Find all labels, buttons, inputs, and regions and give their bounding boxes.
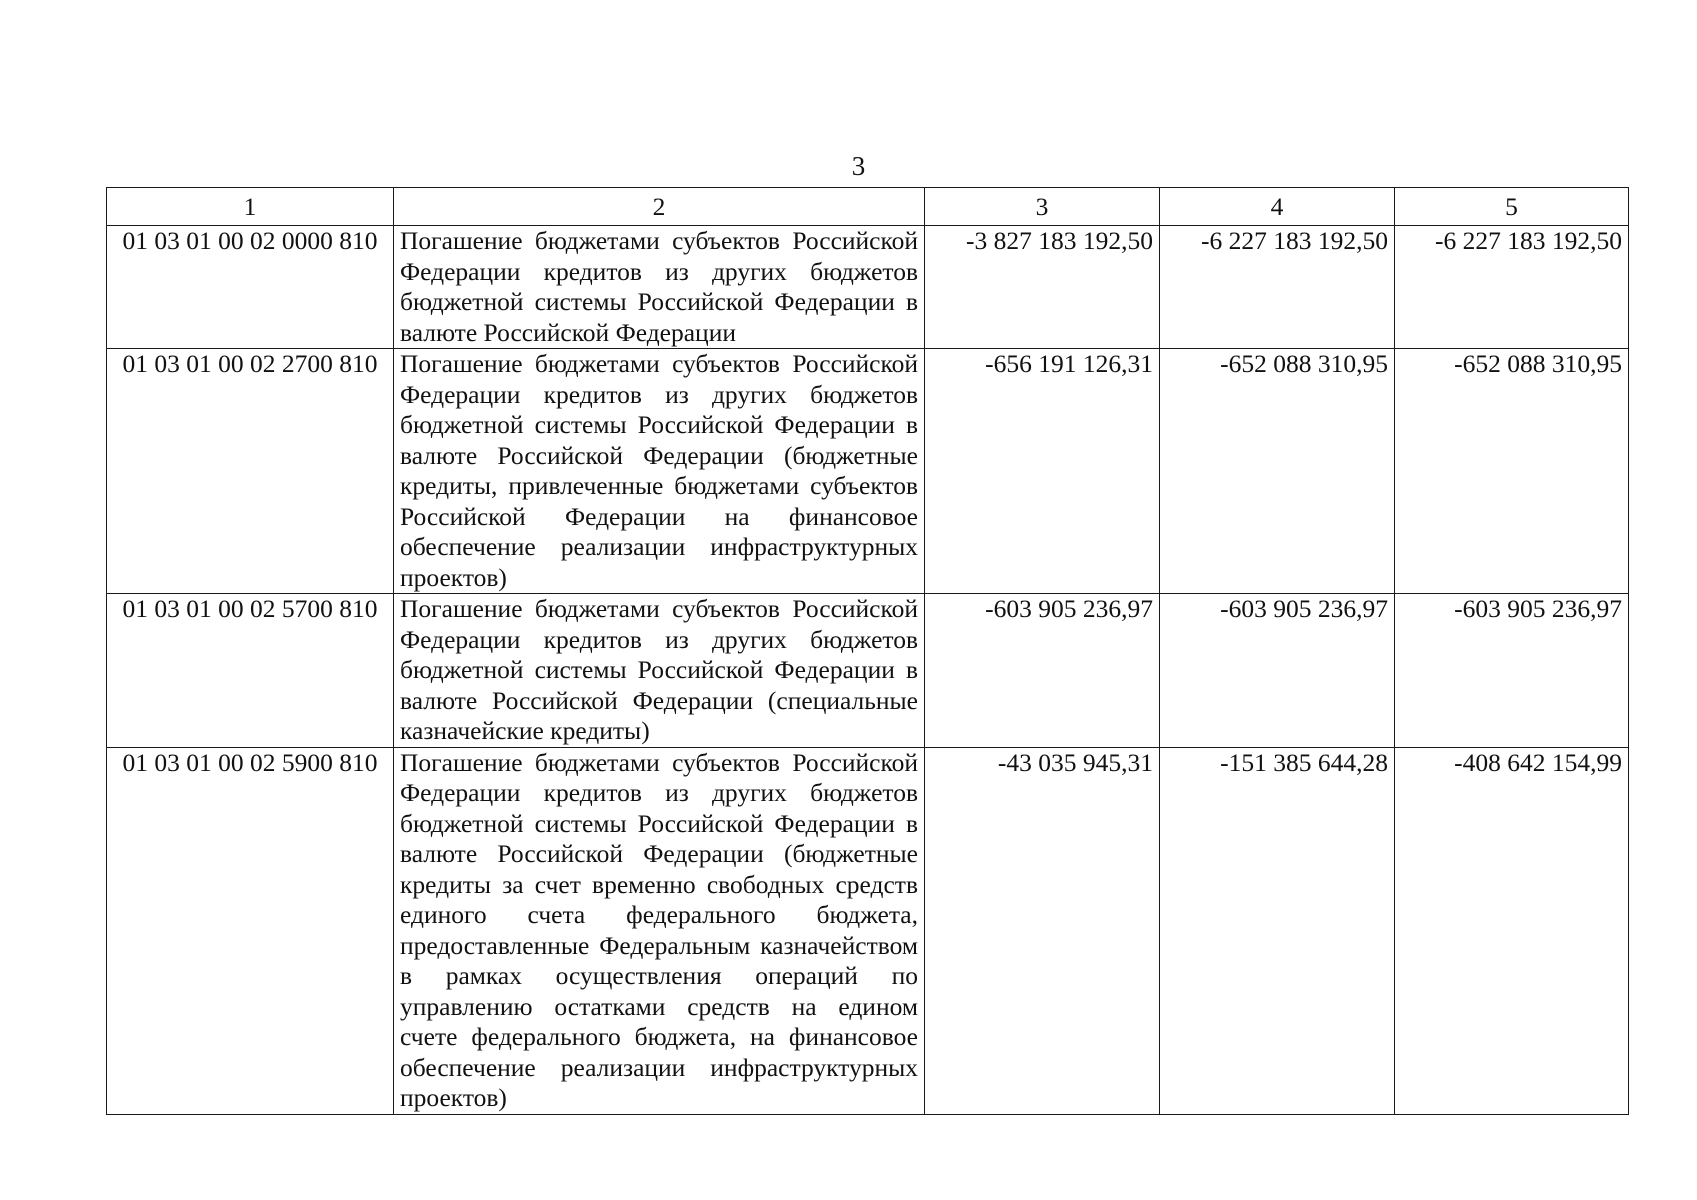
header-row (107, 188, 1629, 226)
amount-col-4: -603 905 236,97 (1160, 594, 1395, 748)
table-row (107, 594, 1629, 748)
amount-col-5: -408 642 154,99 (1395, 747, 1629, 1114)
table-body (107, 226, 1629, 1115)
header-col-4: 4 (1160, 188, 1395, 226)
table-row (107, 226, 1629, 349)
amount-col-3: -656 191 126,31 (925, 349, 1160, 594)
amount-col-4: -652 088 310,95 (1160, 349, 1395, 594)
header-col-5: 5 (1395, 188, 1629, 226)
description: Погашение бюджетами субъектов Российской Федерации кредитов из других бюджетов бюджетной системы Российской Федерации в валюте Российской Федерации (бюджетные кредиты за счет временно свободных средств единого счета федерального бюджета, предоставленные Федеральным казначейством в рамках осуществления операций по управлению остатками средств на едином счете федерального бюджета, на финансовое обеспечение реализации инфраструктурных проектов) (394, 747, 925, 1114)
amount-col-3: -43 035 945,31 (925, 747, 1160, 1114)
header-col-3: 3 (925, 188, 1160, 226)
amount-col-5: -6 227 183 192,50 (1395, 226, 1629, 349)
amount-col-4: -6 227 183 192,50 (1160, 226, 1395, 349)
table-row (107, 349, 1629, 594)
description: Погашение бюджетами субъектов Российской Федерации кредитов из других бюджетов бюджетной системы Российской Федерации в валюте Российской Федерации (бюджетные кредиты, привлеченные бюджетами субъектов Российской Федерации на финансовое обеспечение реализации инфраструктурных проектов) (394, 349, 925, 594)
budget-code: 01 03 01 00 02 2700 810 (107, 349, 394, 594)
description: Погашение бюджетами субъектов Российской Федерации кредитов из других бюджетов бюджетной системы Российской Федерации в валюте Российской Федерации (специальные казначейские кредиты) (394, 594, 925, 748)
table-header (107, 188, 1629, 226)
budget-code: 01 03 01 00 02 5700 810 (107, 594, 394, 748)
header-col-1: 1 (107, 188, 394, 226)
header-col-2: 2 (394, 188, 925, 226)
budget-code: 01 03 01 00 02 5900 810 (107, 747, 394, 1114)
amount-col-3: -3 827 183 192,50 (925, 226, 1160, 349)
amount-col-4: -151 385 644,28 (1160, 747, 1395, 1114)
description: Погашение бюджетами субъектов Российской Федерации кредитов из других бюджетов бюджетной системы Российской Федерации в валюте Российской Федерации (394, 226, 925, 349)
amount-col-5: -652 088 310,95 (1395, 349, 1629, 594)
table-row (107, 747, 1629, 1114)
page-number: 3 (851, 151, 866, 181)
amount-col-5: -603 905 236,97 (1395, 594, 1629, 748)
budget-code: 01 03 01 00 02 0000 810 (107, 226, 394, 349)
budget-table (106, 187, 1629, 1115)
amount-col-3: -603 905 236,97 (925, 594, 1160, 748)
